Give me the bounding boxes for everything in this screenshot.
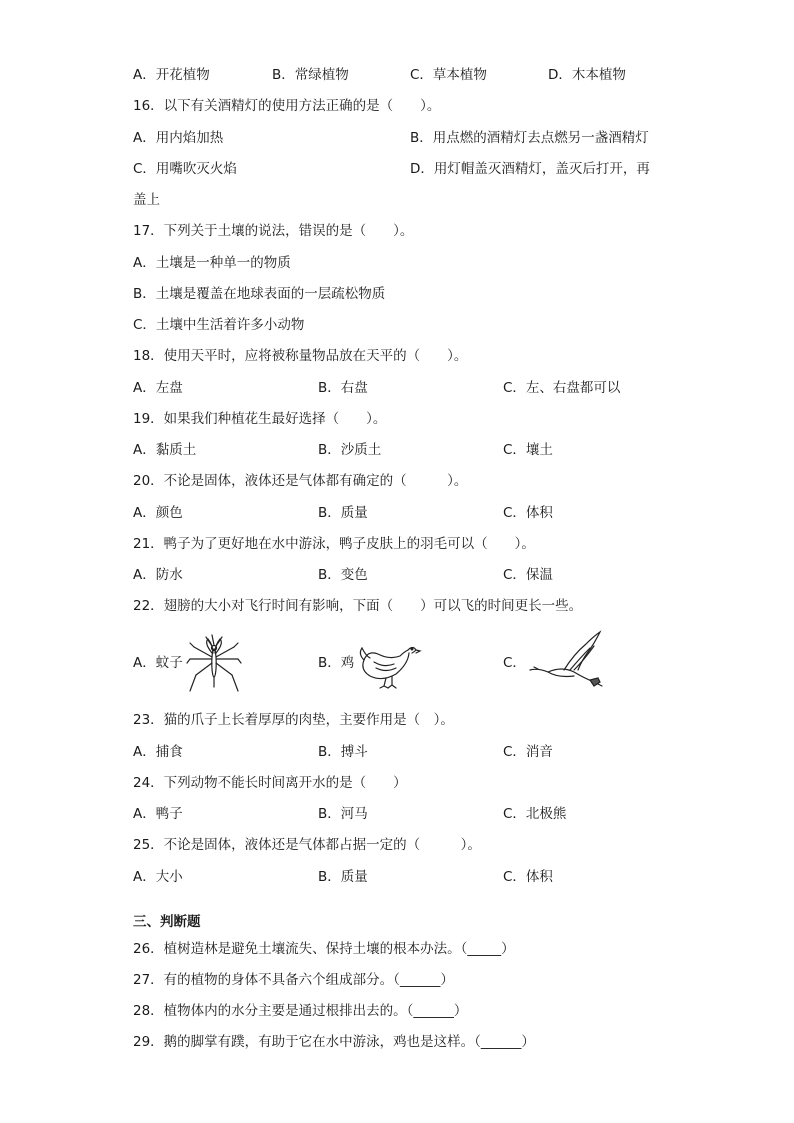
q18-stem: 18．使用天平时，应将被称量物品放在天平的（ ）。 (133, 348, 468, 364)
q20-stem: 20．不论是固体，液体还是气体都有确定的（ ）。 (133, 473, 468, 489)
q15-option-c: C．草本植物 (410, 67, 487, 83)
q19-option-b: B．沙质土 (318, 442, 382, 458)
q28-stem: 28．植物体内的水分主要是通过根排出去的。（______） (133, 1003, 468, 1019)
q16-option-d: D．用灯帽盖灭酒精灯，盖灭后打开，再 (410, 161, 650, 177)
q23-option-c: C．消音 (503, 744, 553, 760)
q24-option-b: B．河马 (318, 806, 368, 822)
q29-stem: 29．鹅的脚掌有蹼，有助于它在水中游泳，鸡也是这样。（______） (133, 1034, 535, 1050)
q25-option-a: A．大小 (133, 869, 183, 885)
q18-option-b: B．右盘 (318, 380, 368, 396)
q17-stem: 17．下列关于土壤的说法，错误的是（ ）。 (133, 223, 414, 239)
section-title-judgment: 三、判断题 (133, 914, 201, 930)
q15-option-d: D．木本植物 (548, 67, 626, 83)
q21-option-b: B．变色 (318, 567, 368, 583)
q20-option-a: A．颜色 (133, 505, 183, 521)
q23-option-a: A．捕食 (133, 744, 183, 760)
q17-option-a: A．土壤是一种单一的物质 (133, 255, 291, 271)
q27-stem: 27．有的植物的身体不具备六个组成部分。（______） (133, 972, 454, 988)
chicken-icon (356, 638, 422, 690)
q21-option-c: C．保温 (503, 567, 553, 583)
q22-option-a: A．蚊子 (133, 655, 183, 671)
q19-option-c: C．壤土 (503, 442, 553, 458)
q24-option-a: A．鸭子 (133, 806, 183, 822)
q20-option-c: C．体积 (503, 505, 553, 521)
q23-stem: 23．猫的爪子上长着厚厚的肉垫，主要作用是（ ）。 (133, 712, 454, 728)
q17-option-b: B．土壤是覆盖在地球表面的一层疏松物质 (133, 286, 386, 302)
q21-stem: 21．鸭子为了更好地在水中游泳，鸭子皮肤上的羽毛可以（ ）。 (133, 536, 535, 552)
q16-stem: 16．以下有关酒精灯的使用方法正确的是（ ）。 (133, 98, 441, 114)
q17-option-c: C．土壤中生活着许多小动物 (133, 317, 305, 333)
q16-option-d-continuation: 盖上 (133, 192, 160, 208)
q26-stem: 26．植树造林是避免土壤流失、保持土壤的根本办法。（_____） (133, 941, 515, 957)
q22-option-c: C． (503, 655, 526, 671)
q15-option-a: A．开花植物 (133, 67, 210, 83)
q18-option-a: A．左盘 (133, 380, 183, 396)
q24-stem: 24．下列动物不能长时间离开水的是（ ） (133, 775, 407, 791)
q22-option-b: B．鸡 (318, 655, 355, 671)
q16-option-b: B．用点燃的酒精灯去点燃另一盏酒精灯 (410, 130, 649, 146)
q19-option-a: A．黏质土 (133, 442, 197, 458)
q25-option-b: B．质量 (318, 869, 368, 885)
q18-option-c: C．左、右盘都可以 (503, 380, 621, 396)
q16-option-c: C．用嘴吹灭火焰 (133, 161, 237, 177)
mosquito-icon (186, 633, 242, 695)
q19-stem: 19．如果我们种植花生最好选择（ ）。 (133, 411, 387, 427)
q22-stem: 22．翅膀的大小对飞行时间有影响，下面（ ）可以飞的时间更长一些。 (133, 598, 583, 614)
q21-option-a: A．防水 (133, 567, 183, 583)
q24-option-c: C．北极熊 (503, 806, 567, 822)
q20-option-b: B．质量 (318, 505, 368, 521)
q23-option-b: B．搏斗 (318, 744, 368, 760)
q16-option-a: A．用内焰加热 (133, 130, 224, 146)
crane-icon (528, 630, 604, 690)
q15-option-b: B．常绿植物 (272, 67, 349, 83)
q25-stem: 25．不论是固体，液体还是气体都占据一定的（ ）。 (133, 837, 481, 853)
q25-option-c: C．体积 (503, 869, 553, 885)
